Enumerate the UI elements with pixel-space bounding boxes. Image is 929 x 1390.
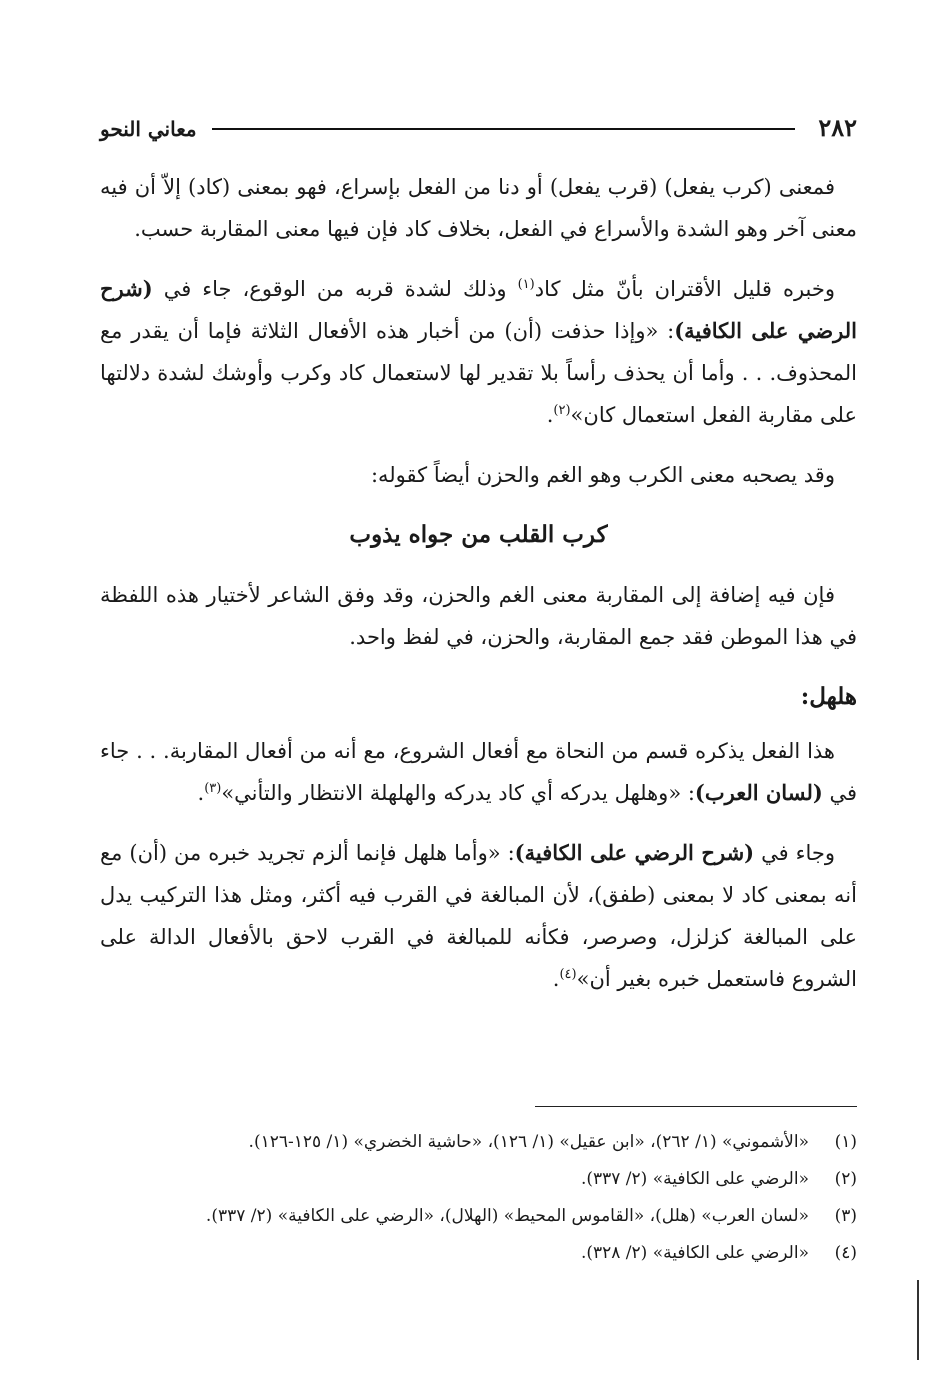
paragraph-2-end: . — [546, 403, 554, 427]
paragraph-1: فمعنى (كرب يفعل) (قرب يفعل) أو دنا من الفعل بإسراع، فهو بمعنى (كاد) إلاّ أن فيه معنى آخر وهو الشدة والأسراع في الفعل، بخلاف كاد فإن فيها معنى المقاربة حسب. — [100, 175, 857, 241]
paragraph-2-quote: : «وإذا حذفت (أن) من أخبار هذه الأفعال الثلاثة فإما أن يقدر مع المحذوف. . . وأما أن يحذف رأساً بلا تقدير لها لاستعمال كاد وكرب وأوشك لشدة دلالتها على مقاربة الفعل استعمال كان» — [100, 319, 857, 427]
footnote-item — [100, 1235, 857, 1272]
page-number: ٢٨٢ — [818, 113, 857, 142]
footnote-divider — [535, 1106, 857, 1107]
main-text — [100, 166, 857, 1018]
paragraph-2-text-b: وذلك لشدة قربه من الوقوع، جاء في — [152, 277, 518, 301]
source-title: (لسان العرب) — [694, 780, 823, 805]
source-title: (شرح الرضي على الكافية) — [514, 840, 755, 865]
footnote-ref-4: (٤) — [559, 967, 577, 982]
paragraph-6 — [100, 832, 857, 1000]
footnote-item — [100, 1198, 857, 1235]
source-title: (شرح الرضي على الكافية) — [100, 276, 858, 343]
footnote-ref-3: (٣) — [204, 781, 222, 796]
paragraph-3: وقد يصحبه معنى الكرب وهو الغم والحزن أيضاً كقوله: — [370, 463, 835, 487]
footnote-number: (١) — [834, 1132, 857, 1152]
paragraph-5 — [100, 730, 857, 814]
page-header — [100, 112, 857, 152]
verse-line: كرب القلب من جواه يذوب — [349, 521, 608, 548]
footnote-text: «الأشموني» (١/ ٢٦٢)، «ابن عقيل» (١/ ١٢٦)، «حاشية الخضري» (١/ ١٢٥-١٢٦). — [248, 1132, 809, 1152]
paragraph-6-end: . — [552, 967, 560, 991]
paragraph-5-end: . — [197, 781, 205, 805]
paragraph-2 — [100, 268, 857, 436]
footnote-item — [100, 1124, 857, 1161]
header-rule — [212, 128, 795, 130]
paragraph-2-text-a: وخبره قليل الأقتران بأنّ مثل كاد — [534, 277, 835, 301]
section-heading: هلهل: — [800, 683, 857, 710]
footnote-text: «الرضي على الكافية» (٢/ ٣٢٨). — [580, 1243, 809, 1263]
footnotes — [100, 1124, 857, 1272]
footnote-number: (٢) — [834, 1169, 857, 1189]
footnote-number: (٤) — [834, 1243, 857, 1263]
footnote-text: «الرضي على الكافية» (٢/ ٣٣٧). — [580, 1169, 809, 1189]
paragraph-6-quote: : «وأما هلهل فإنما ألزم تجريد خبره من (أن) مع أنه بمعنى كاد لا بمعنى (طفق)، لأن المبالغة في القرب فيه أكثر، ومثل هذا التركيب يدل على المبالغة كزلزل، وصرصر، فكأنه للمبالغة في القرب لاحق بالأفعال الدالة على الشروع فاستعمل خبره بغير أن» — [100, 841, 857, 991]
paragraph-6-text-a: وجاء في — [754, 841, 835, 865]
scan-edge-mark — [917, 1280, 919, 1360]
paragraph-5-quote: : «وهلهل يدركه أي كاد يدركه والهلهلة الانتظار والتأني» — [221, 781, 695, 805]
footnote-ref-1: (١) — [517, 277, 535, 292]
paragraph-5-text-a: هذا الفعل يذكره قسم من النحاة مع أفعال الشروع، مع أنه من أفعال المقاربة. . . جاء في — [100, 739, 857, 805]
paragraph-4: فإن فيه إضافة إلى المقاربة معنى الغم والحزن، وقد وفق الشاعر لأختيار هذه اللفظة في هذا الموطن فقد جمع المقاربة، والحزن، في لفظ واحد. — [100, 583, 857, 649]
footnote-number: (٣) — [834, 1206, 857, 1226]
running-title: معاني النحو — [100, 117, 197, 141]
footnote-item — [100, 1161, 857, 1198]
footnote-text: «لسان العرب» (هلل)، «القاموس المحيط» (الهلال)، «الرضي على الكافية» (٢/ ٣٣٧). — [205, 1206, 809, 1226]
footnote-ref-2: (٢) — [553, 403, 571, 418]
